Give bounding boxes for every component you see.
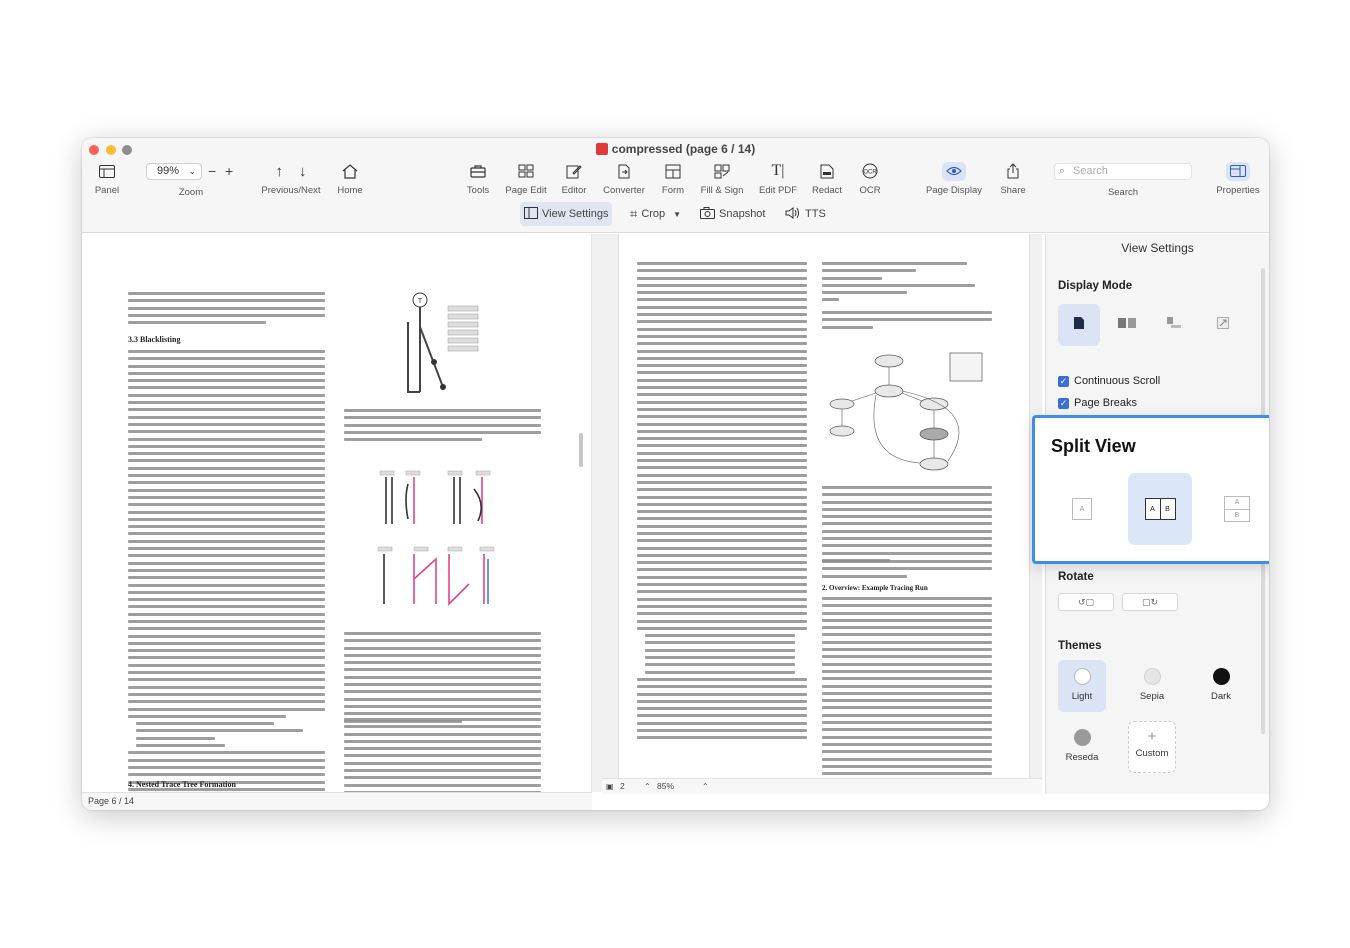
theme-swatch (1074, 729, 1091, 746)
left-scrollbar-thumb[interactable] (579, 433, 583, 467)
zoom-select[interactable]: 99% ⌄ (146, 163, 202, 180)
section-heading: 4. Nested Trace Tree Formation (128, 780, 236, 789)
fullscreen-mode-button[interactable] (1202, 304, 1244, 346)
paragraph-overview (822, 597, 992, 778)
tts-button[interactable]: TTS (781, 202, 830, 226)
left-document-pane[interactable] (82, 234, 592, 792)
checkmark-icon: ✓ (1059, 375, 1068, 386)
right-column-left-text (637, 262, 807, 744)
split-left-right-button[interactable] (1128, 473, 1192, 545)
page-stepper-icon[interactable]: ⌃ (644, 782, 651, 791)
plus-icon: + (1147, 728, 1157, 745)
share-icon (996, 160, 1030, 182)
page-edit-button[interactable]: Page Edit (503, 160, 549, 196)
checkmark-icon: ✓ (1059, 397, 1068, 408)
two-page-icon (1118, 316, 1136, 334)
split-divider[interactable] (592, 234, 602, 792)
page-breaks-checkbox[interactable]: ✓ Page Breaks (1059, 397, 1137, 409)
converter-button[interactable]: Converter (600, 160, 648, 196)
single-page-icon (1073, 316, 1085, 335)
section-heading: 2. Overview: Example Tracing Run (822, 584, 928, 592)
two-page-mode-button[interactable] (1106, 304, 1148, 346)
toolbox-icon (463, 160, 493, 182)
theme-dark[interactable]: Dark (1197, 660, 1245, 712)
sidebar-panel-icon (90, 160, 124, 182)
form-button[interactable]: Form (656, 160, 690, 196)
properties-icon (1212, 160, 1264, 182)
theme-custom[interactable]: + Custom (1128, 721, 1176, 773)
window-title: compressed (page 6 / 14) (82, 142, 1269, 156)
rotate-right-button[interactable] (1122, 593, 1178, 611)
paragraph-nested-loop (344, 718, 541, 792)
figure-1-caption (822, 311, 992, 333)
ocr-icon (855, 160, 885, 182)
code-listing (822, 262, 992, 306)
ocr-button[interactable]: OCR OCR (855, 160, 885, 196)
figure-2-state-machine (824, 349, 992, 479)
chevron-down-icon: ▼ (673, 209, 682, 219)
titlebar (82, 138, 1269, 233)
previous-next-group: ↑ ↓ Previous/Next (261, 162, 321, 196)
left-right-split-icon: A B (1145, 498, 1176, 520)
right-page-sheet (619, 234, 1029, 778)
rotate-left-button[interactable] (1058, 593, 1114, 611)
zoom-stepper-icon[interactable]: ⌃ (702, 782, 709, 791)
theme-sepia[interactable]: Sepia (1128, 660, 1176, 712)
editor-button[interactable]: Editor (558, 160, 590, 196)
expand-icon (1217, 316, 1229, 334)
figure-6-caption (344, 632, 541, 727)
paragraph-blacklisting (128, 350, 325, 792)
eye-icon (923, 160, 985, 182)
converter-icon (600, 160, 648, 182)
rotate-right-icon: ▢↻ (1141, 596, 1159, 607)
home-button[interactable]: Home (334, 160, 366, 196)
right-pane-footer (602, 778, 1042, 794)
figure-6-type-unstable-loops (374, 469, 514, 627)
redact-icon (810, 160, 844, 182)
page-icon: ▣ (606, 782, 614, 791)
share-button[interactable]: Share (996, 160, 1030, 196)
right-page-number[interactable]: 2 (620, 781, 625, 791)
pdf-file-icon (596, 143, 608, 155)
svg-text:OCR: OCR (863, 169, 877, 176)
app-window (82, 138, 1269, 810)
right-document-pane[interactable] (602, 234, 1042, 778)
zoom-label: Zoom (178, 187, 204, 198)
figure-5-caption (344, 409, 541, 445)
home-icon (334, 160, 366, 182)
cover-mode-button[interactable] (1154, 304, 1196, 346)
figure-5-trace-tree (398, 292, 538, 402)
snapshot-button[interactable]: Snapshot (696, 202, 769, 226)
theme-reseda[interactable]: Reseda (1058, 721, 1106, 773)
theme-swatch (1144, 668, 1161, 685)
section-heading: 3.3 Blacklisting (128, 335, 181, 344)
fill-sign-button[interactable]: Fill & Sign (699, 160, 745, 196)
continuous-scroll-checkbox[interactable]: ✓ Continuous Scroll (1059, 375, 1161, 387)
single-page-mode-button[interactable] (1058, 304, 1100, 346)
svg-text:T: T (417, 298, 423, 305)
theme-swatch (1213, 668, 1230, 685)
display-mode-heading: Display Mode (1058, 280, 1133, 292)
page-display-button[interactable]: Page Display (923, 160, 985, 196)
top-bottom-split-icon: A B (1224, 496, 1250, 522)
paragraph-industry (822, 560, 992, 582)
left-page-indicator: Page 6 / 14 (82, 792, 592, 810)
figure-2-caption (822, 486, 992, 566)
view-settings-icon (524, 207, 538, 222)
panel-title: View Settings (1121, 241, 1194, 255)
edit-pencil-icon (558, 160, 590, 182)
text-cursor-icon: T| (771, 162, 785, 179)
single-pane-icon: A (1072, 498, 1092, 520)
theme-light[interactable]: Light (1058, 660, 1106, 712)
rotate-heading: Rotate (1058, 571, 1094, 583)
split-top-bottom-button[interactable] (1205, 473, 1269, 545)
themes-heading: Themes (1058, 640, 1102, 652)
tools-button[interactable]: Tools (463, 160, 493, 196)
view-settings-button[interactable]: View Settings (520, 202, 612, 226)
speaker-icon (785, 207, 801, 222)
search-label: Search (1107, 187, 1139, 198)
split-single-button[interactable] (1050, 473, 1114, 545)
crop-button[interactable]: ⌗ Crop ▼ (630, 206, 682, 221)
redact-button[interactable]: Redact (810, 160, 844, 196)
rotate-left-icon: ↺▢ (1077, 596, 1095, 607)
crop-icon: ⌗ (630, 206, 638, 221)
arrow-down-icon[interactable]: ↓ (299, 162, 307, 180)
camera-icon (700, 207, 715, 222)
search-input[interactable]: ⌕ Search (1054, 163, 1192, 180)
zoom-in-button[interactable]: + (225, 163, 234, 179)
right-zoom-value[interactable]: 85% (657, 781, 675, 791)
theme-swatch (1074, 668, 1091, 685)
cover-page-icon (1167, 316, 1183, 334)
arrow-up-icon[interactable]: ↑ (275, 162, 283, 180)
zoom-out-button[interactable]: − (208, 163, 217, 179)
form-icon (656, 160, 690, 182)
split-view-card (1032, 415, 1269, 564)
split-view-title: Split View (1051, 436, 1136, 456)
fill-sign-icon (699, 160, 745, 182)
edit-pdf-button[interactable]: T| Edit PDF (758, 162, 797, 196)
paragraph-intro (128, 292, 325, 328)
grid-pages-icon (503, 160, 549, 182)
search-icon: ⌕ (1059, 165, 1066, 177)
chevron-down-icon: ⌄ (188, 166, 196, 176)
properties-button[interactable]: Properties (1212, 160, 1264, 196)
panel-button[interactable]: Panel (90, 160, 124, 196)
